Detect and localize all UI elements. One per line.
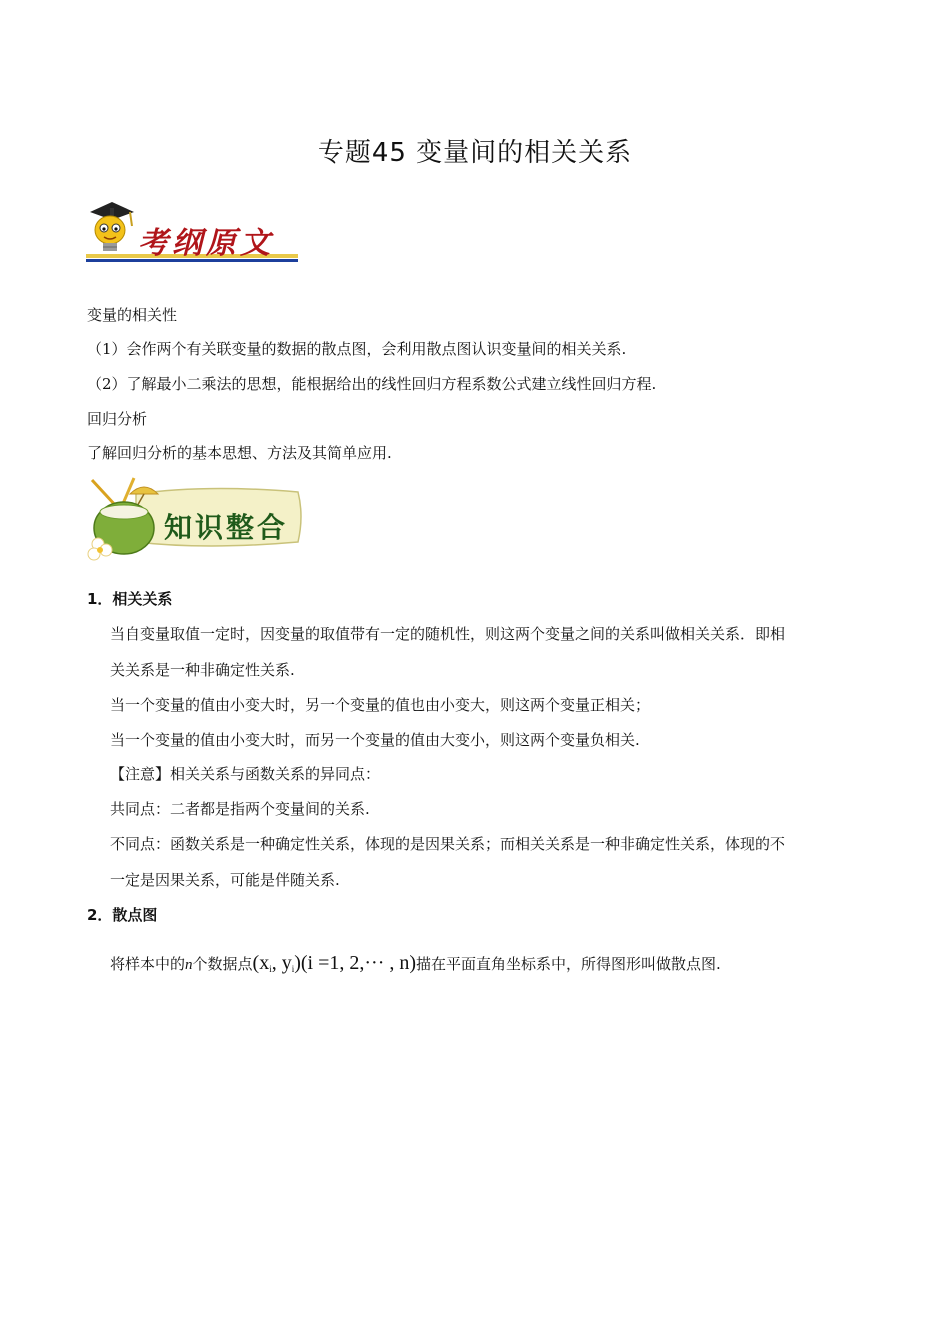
section-1-similarity: 共同点：二者都是指两个变量间的关系. (110, 800, 370, 818)
page-title: 专题45 变量间的相关关系 (317, 138, 633, 168)
section-2-text-mid: 个数据点 (192, 955, 253, 973)
banner-outline-label: 考纲原文 (138, 226, 274, 261)
outline-heading-correlation: 变量的相关性 (87, 306, 178, 324)
outline-heading-regression: 回归分析 (87, 410, 148, 428)
formula-sub-i: i (269, 964, 272, 974)
section-2-text-post: 描在平面直角坐标系中，所得图形叫做散点图. (416, 955, 721, 973)
banner-knowledge-label: 知识整合 (164, 511, 289, 544)
formula-y: , y (271, 952, 292, 974)
variable-n: n (185, 957, 193, 973)
banner-outline (86, 196, 300, 268)
outline-item-1: （1）会作两个有关联变量的数据的散点图，会利用散点图认识变量间的相关关系. (87, 340, 627, 358)
section-1-difference-b: 一定是因果关系，可能是伴随关系. (110, 871, 340, 889)
banner-knowledge (86, 476, 304, 562)
section-1-difference-a: 不同点：函数关系是一种确定性关系，体现的是因果关系；而相关关系是一种非确定性关系，体现的不 (110, 835, 786, 853)
section-1-paragraph-1b: 关关系是一种非确定性关系. (110, 661, 295, 679)
formula-point (253, 952, 417, 974)
section-2-heading: 2．散点图 (87, 906, 158, 924)
outline-item-3: 了解回归分析的基本思想、方法及其简单应用. (87, 444, 392, 462)
section-1-paragraph-3: 当一个变量的值由小变大时，而另一个变量的值由大变小，则这两个变量负相关. (110, 731, 640, 749)
formula-x: (x (252, 952, 270, 974)
section-1-paragraph-1a: 当自变量取值一定时，因变量的取值带有一定的随机性，则这两个变量之间的关系叫做相关关系．即相 (110, 625, 786, 643)
section-2-paragraph (110, 950, 721, 982)
section-1-heading: 1．相关关系 (87, 590, 173, 608)
outline-item-2: （2）了解最小二乘法的思想，能根据给出的线性回归方程系数公式建立线性回归方程. (87, 375, 657, 393)
section-1-note: 【注意】相关关系与函数关系的异同点： (110, 765, 381, 783)
section-1-paragraph-2: 当一个变量的值由小变大时，另一个变量的值也由小变大，则这两个变量正相关； (110, 696, 651, 714)
formula-sub-i2: i (291, 964, 295, 974)
section-2-text-pre: 将样本中的 (110, 955, 186, 973)
formula-index-range: )(i =1, 2,··· , n) (294, 952, 417, 974)
